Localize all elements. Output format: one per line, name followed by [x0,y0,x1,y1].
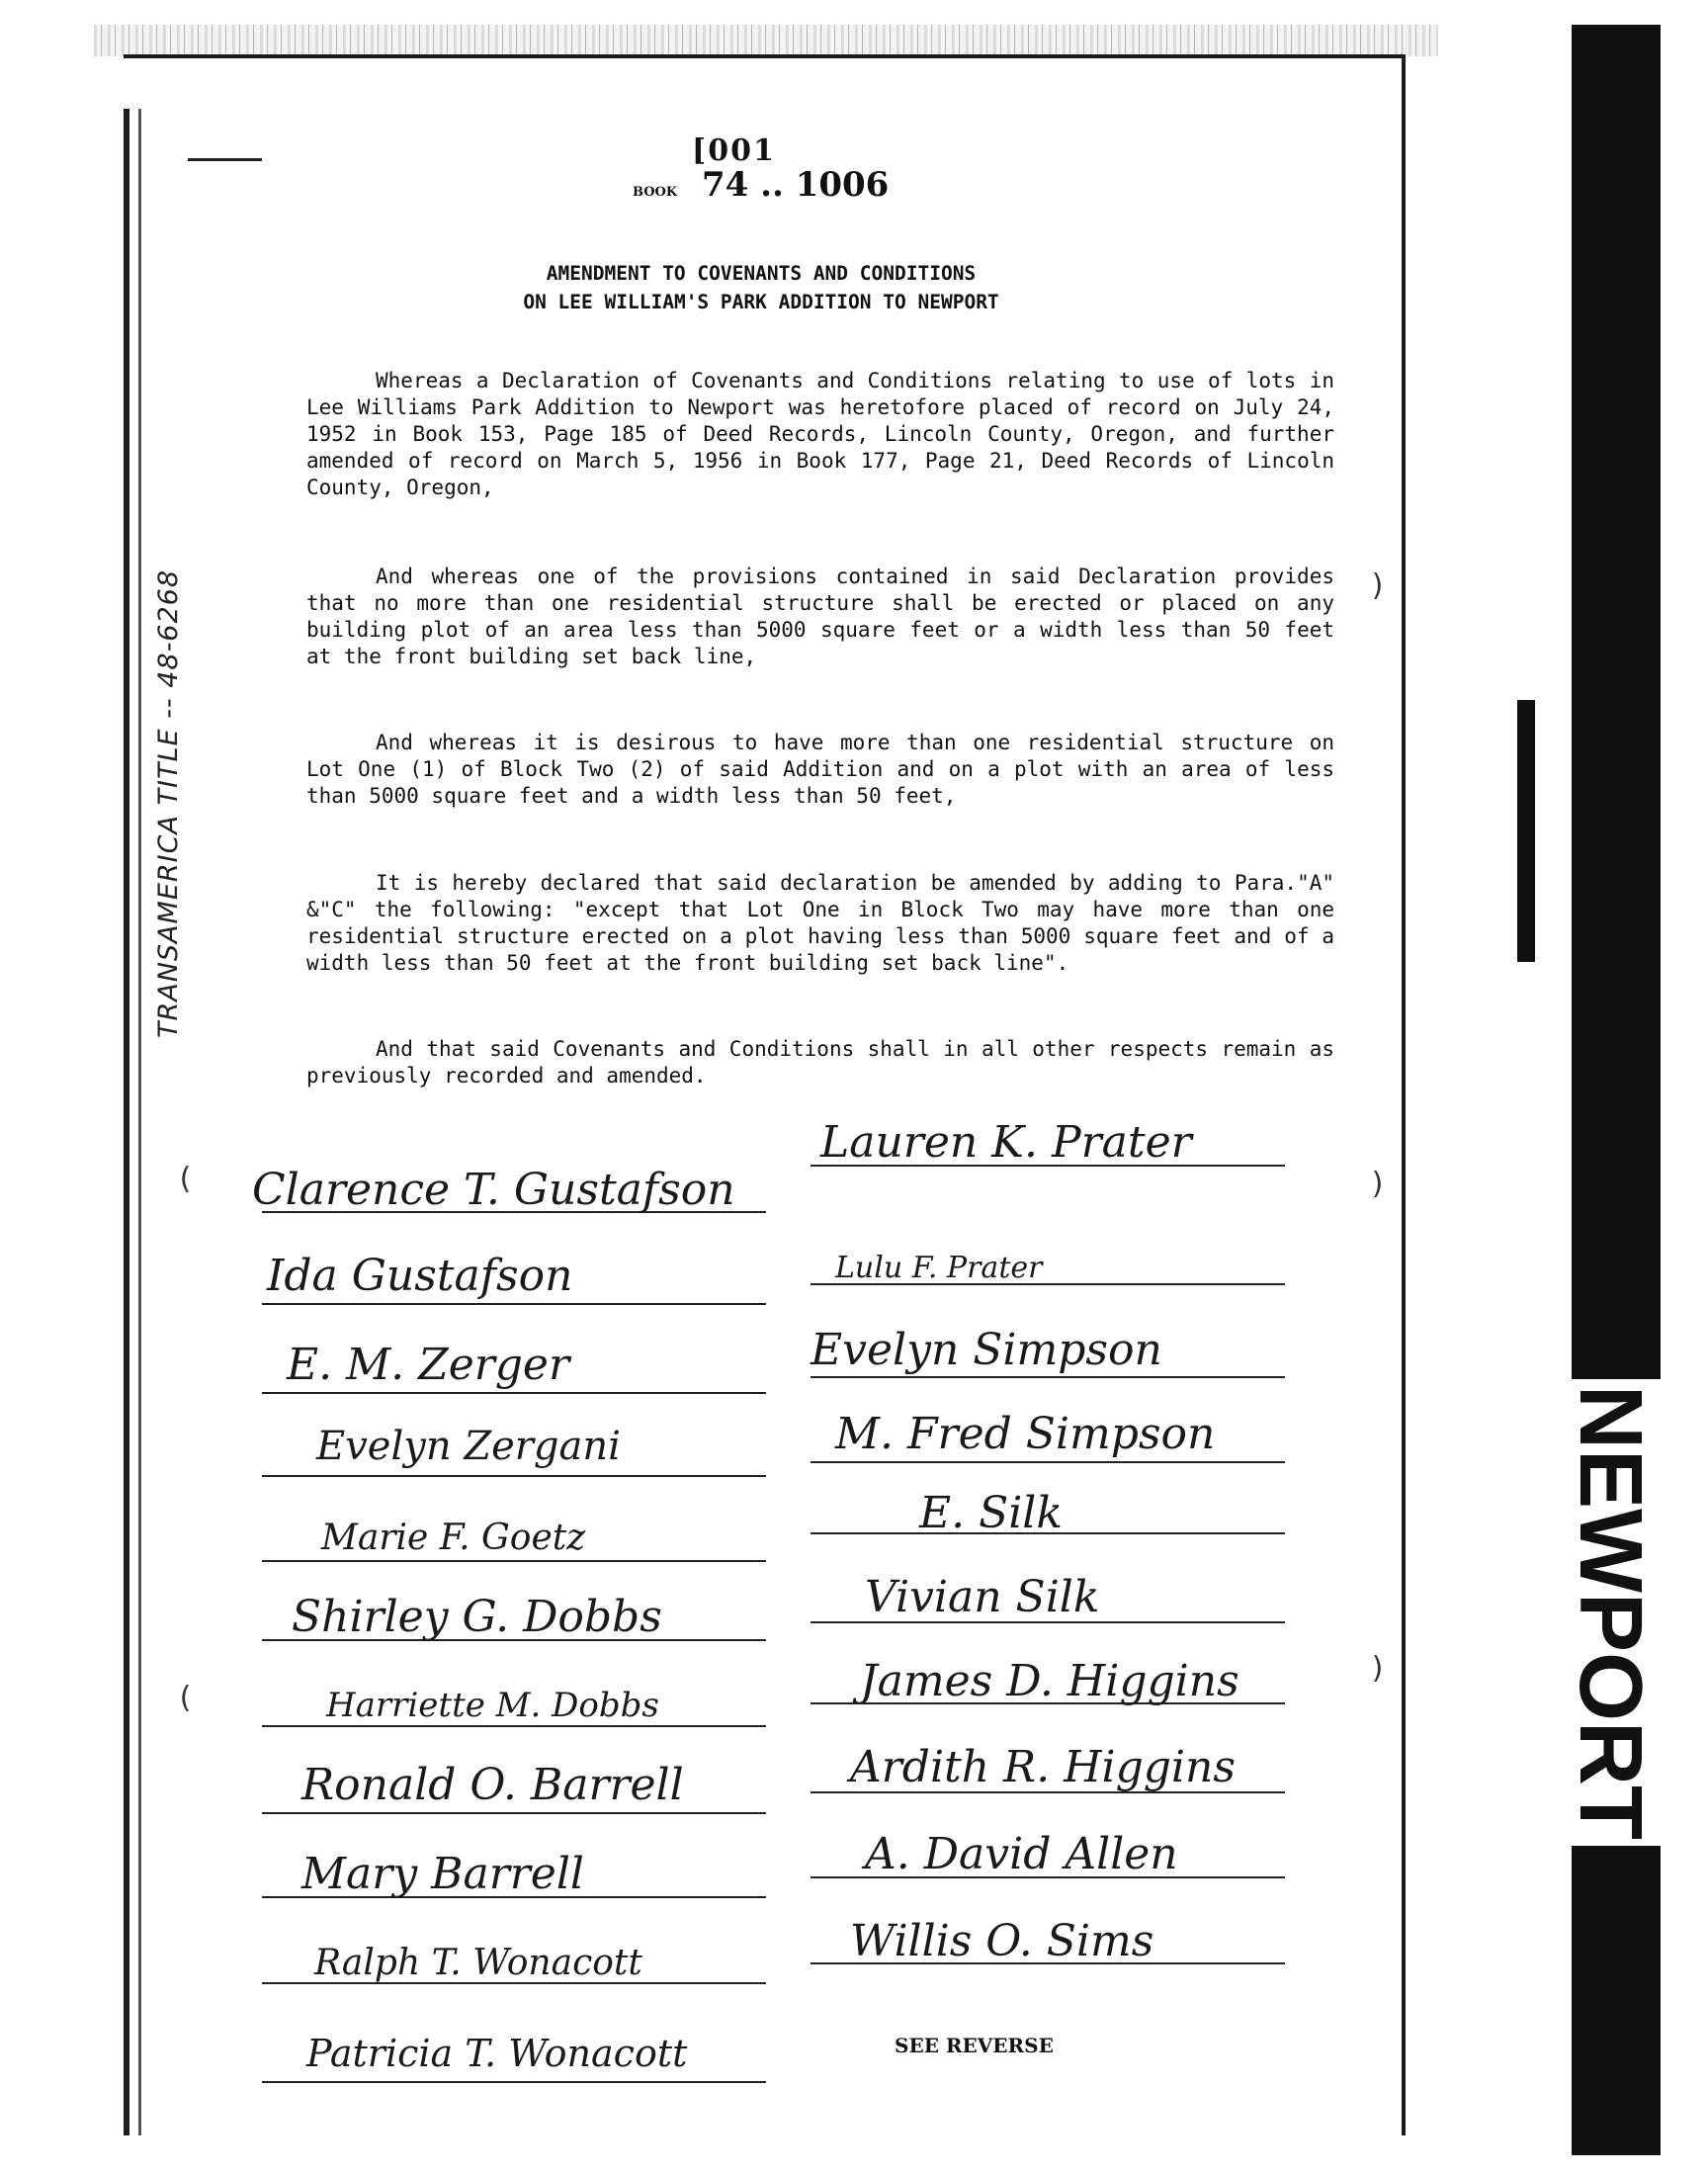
margin-mark: ( [176,1162,195,1196]
paragraph-text: It is hereby declared that said declaration be amended by adding to Para."A" &"C" the following: "except that Lot One in Block Two may have more than one residential structure erected on a plot having less than 5000 square feet and of a width less than 50 feet at the front building set back line". [306,871,1334,975]
document-title [366,259,1156,316]
signature: Willis O. Sims [850,1916,1154,1966]
side-handwritten-note: TRANSAMERICA TITLE -- 48-6268 [153,568,184,1038]
page-border-left-inner [138,109,141,2135]
paragraph-whereas-2 [306,564,1334,670]
signature: Mary Barrell [301,1849,584,1899]
signature: Ronald O. Barrell [301,1760,684,1810]
signature: Evelyn Zergani [316,1424,621,1469]
signature: Ardith R. Higgins [850,1742,1236,1792]
signature-line [811,1461,1285,1463]
paragraph-text: Whereas a Declaration of Covenants and Conditions relating to use of lots in Lee Williams Park Addition to Newport was heretofore placed of record on July 24, 1952 in Book 153, Page 185 of Deed Records, Lincoln County, Oregon, and further amended of record on March 5, 1956 in Book 177, Page 21, Deed Records of Lincoln County, Oregon, [306,369,1334,499]
signature-line [262,1560,766,1562]
stamp-top-number: [001 [692,133,776,168]
paragraph-whereas-1 [306,368,1334,501]
scan-top-edge [94,25,1438,56]
signature-line [262,1475,766,1477]
corner-mark [188,158,262,161]
signature: Harriette M. Dobbs [326,1686,659,1725]
signature-line [262,1303,766,1305]
signature: Clarence T. Gustafson [252,1165,735,1215]
title-line-2: ON LEE WILLIAM'S PARK ADDITION TO NEWPORT [523,291,999,313]
signature-line [262,2081,766,2083]
signature: Ida Gustafson [267,1251,573,1301]
signature-line [811,1376,1285,1378]
title-line-1: AMENDMENT TO COVENANTS AND CONDITIONS [546,262,977,285]
stamp-book-label: BOOK [633,185,678,200]
signature: Marie F. Goetz [321,1518,586,1558]
paragraph-text: And whereas it is desirous to have more than one residential structure on Lot One (1) of Block Two (2) of said Addition and on a plot with an area of less than 5000 square feet and a width less than 50 feet, [306,731,1334,808]
signature: Evelyn Simpson [811,1325,1162,1375]
signature: Vivian Silk [865,1572,1100,1622]
signature: Ralph T. Wonacott [314,1943,642,1983]
signature-line [262,1725,766,1727]
signature: Patricia T. Wonacott [306,2032,688,2075]
signature: Lauren K. Prater [820,1117,1192,1168]
margin-mark: ) [1369,1651,1388,1686]
signature: E. M. Zerger [287,1340,569,1390]
page-border-right [1402,54,1406,2135]
paragraph-text: And whereas one of the provisions contained in said Declaration provides that no more than one residential structure shall be erected or placed on any building plot of an area less than 5000 square feet or a width less than 50 feet at the front building set back line, [306,565,1334,668]
paragraph-whereas-3 [306,730,1334,810]
recording-stamp [633,133,929,213]
page-border-top [124,54,1404,58]
newport-label-text: NEWPORT [1559,1379,1661,1846]
margin-mark: ( [176,1681,195,1715]
signature: James D. Higgins [860,1656,1239,1706]
paragraph-text: And that said Covenants and Conditions shall in all other respects remain as previously recorded and amended. [306,1037,1334,1088]
paragraph-closing [306,1036,1334,1089]
margin-mark: ) [1369,1167,1388,1201]
signature: M. Fred Simpson [835,1409,1216,1459]
stamp-book-page: 74 .. 1006 [702,165,890,205]
signature: Shirley G. Dobbs [292,1592,662,1642]
signature: E. Silk [919,1488,1064,1538]
paragraph-declaration [306,870,1334,977]
signature-line [262,1392,766,1394]
signature: Lulu F. Prater [835,1251,1043,1285]
page-border-left [124,109,129,2135]
signature: A. David Allen [865,1829,1178,1879]
signature-line [262,1812,766,1814]
see-reverse-note: SEE REVERSE [895,2034,1054,2057]
scan-right-mark [1517,700,1535,962]
margin-mark: ) [1369,568,1388,603]
